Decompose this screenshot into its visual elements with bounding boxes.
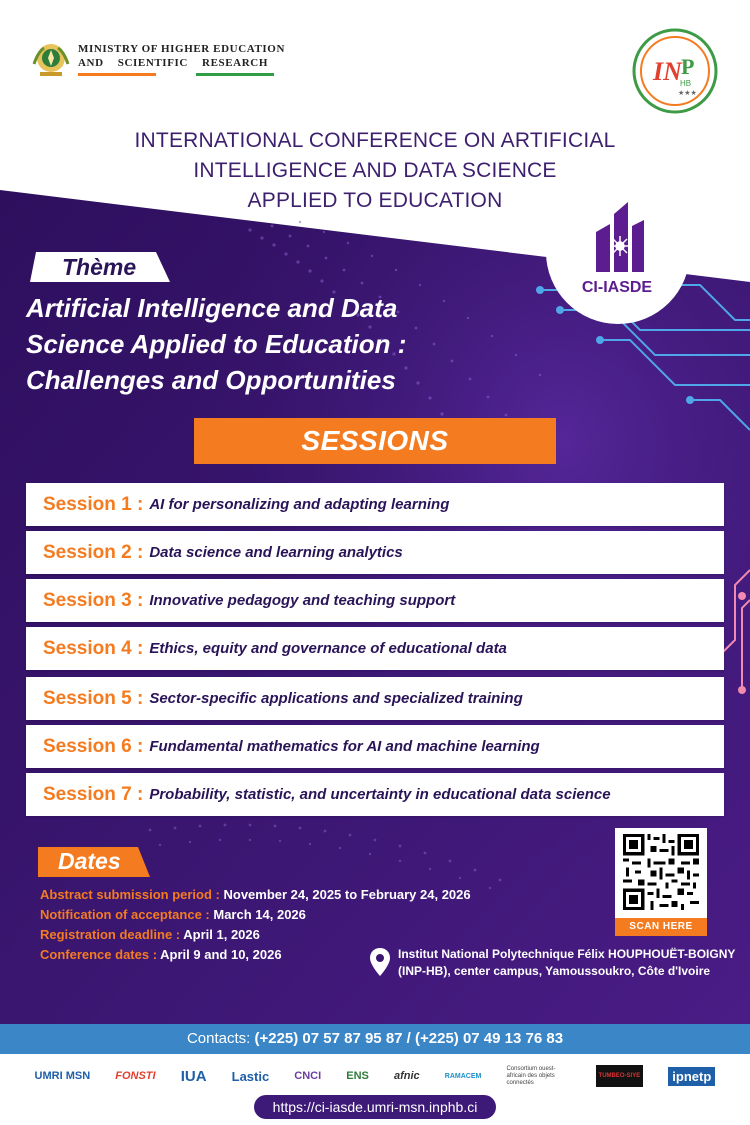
partner-logo-ramacem: RAMACEM [444,1072,482,1080]
partner-logo-cnci: CNCI [294,1070,322,1082]
conference-title-line-3: APPLIED TO EDUCATION [247,189,503,212]
session-row [26,483,724,526]
session-label: Session 3 : [43,589,144,611]
theme-line-1: Artificial Intelligence and Data [26,293,398,323]
svg-text:P: P [681,54,695,79]
ministry-line-2-scientific: SCIENTIFIC [117,57,188,69]
theme-line-2: Science Applied to Education : [26,329,407,359]
partner-logos [0,1056,750,1096]
partner-logo-lastic: Lastic [231,1068,270,1084]
theme-text [26,290,496,398]
theme-line-3: Challenges and Opportunities [26,365,396,395]
conference-title-line-1: INTERNATIONAL CONFERENCE ON ARTIFICIAL [134,129,616,152]
session-title: Innovative pedagogy and teaching support [149,592,456,609]
session-title: AI for personalizing and adapting learning [149,496,450,513]
date-value: March 14, 2026 [213,907,306,922]
date-value: November 24, 2025 to February 24, 2026 [223,887,471,902]
session-label: Session 1 : [43,493,144,515]
session-label: Session 5 : [43,687,144,709]
date-item [40,925,471,945]
date-key: Notification of acceptance : [40,907,214,922]
venue-location [370,946,735,980]
partner-logo-afnic: afnic [394,1070,420,1082]
session-row [26,725,724,768]
scan-here-label: SCAN HERE [615,918,707,936]
contact-numbers: (+225) 07 57 87 95 87 / (+225) 07 49 13 76 83 [254,1030,564,1047]
ministry-line-1: MINISTRY OF HIGHER EDUCATION [78,43,285,55]
website-url[interactable]: https://ci-iasde.umri-msn.inphb.ci [254,1095,496,1119]
svg-text:★★★: ★★★ [678,90,697,97]
contacts-label: Contacts: [186,1030,255,1047]
session-row [26,773,724,816]
partner-logo-tumbeo: TUMBEO-SIYE [596,1065,644,1087]
partner-logo-fonsti: FONSTI [115,1070,156,1082]
ci-iasde-logo-text: CI-IASDE [581,279,653,296]
svg-text:HB: HB [680,79,692,88]
partner-logo-ens: ENS [346,1070,369,1082]
inphb-logo [632,28,718,114]
session-row [26,579,724,622]
session-label: Session 2 : [43,541,144,563]
date-item [40,905,471,925]
qr-code[interactable] [623,834,699,910]
date-key: Abstract submission period : [40,887,224,902]
session-row [26,677,724,720]
date-key: Conference dates : [40,947,161,962]
contacts-bar [0,1024,750,1054]
ministry-line-2-research: RESEARCH [202,57,268,69]
partner-logo-ipnetp: ipnetp [668,1067,715,1086]
session-title: Fundamental mathematics for AI and machine learning [149,738,540,755]
ministry-header [30,38,285,80]
ministry-line-2-and: AND [78,57,104,69]
qr-code-box[interactable] [615,828,707,936]
sessions-banner: SESSIONS [194,418,556,464]
venue-line-2: (INP-HB), center campus, Yamoussoukro, Côte d'Ivoire [398,964,711,978]
partner-logo-iua: IUA [180,1067,207,1085]
session-title: Probability, statistic, and uncertainty in educational data science [149,786,611,803]
svg-text:IN: IN [653,57,682,86]
session-title: Sector-specific applications and specialized training [149,690,523,707]
session-title: Ethics, equity and governance of educational data [149,640,507,657]
ci-iasde-logo [574,196,660,306]
date-value: April 9 and 10, 2026 [160,947,282,962]
session-label: Session 7 : [43,783,144,805]
session-label: Session 4 : [43,637,144,659]
venue-line-1: Institut National Polytechnique Félix HOUPHOUËT-BOIGNY [398,947,736,961]
flag-bar [78,73,285,76]
session-label: Session 6 : [43,735,144,757]
conference-title-line-2: INTELLIGENCE AND DATA SCIENCE [193,159,557,182]
dates-label: Dates [58,848,121,874]
date-item [40,885,471,905]
session-row [26,627,724,670]
partner-logo-umri-msn: UMRI MSN [34,1070,91,1082]
coat-of-arms-icon [30,38,72,80]
location-pin-icon [370,948,390,976]
partner-logo-consortium: Consortium ouest-africain des objets connectés [506,1065,556,1086]
session-title: Data science and learning analytics [149,544,403,561]
date-key: Registration deadline : [40,927,184,942]
date-value: April 1, 2026 [183,927,260,942]
session-row [26,531,724,574]
conference-title [110,126,640,216]
theme-label: Thème [62,254,137,280]
